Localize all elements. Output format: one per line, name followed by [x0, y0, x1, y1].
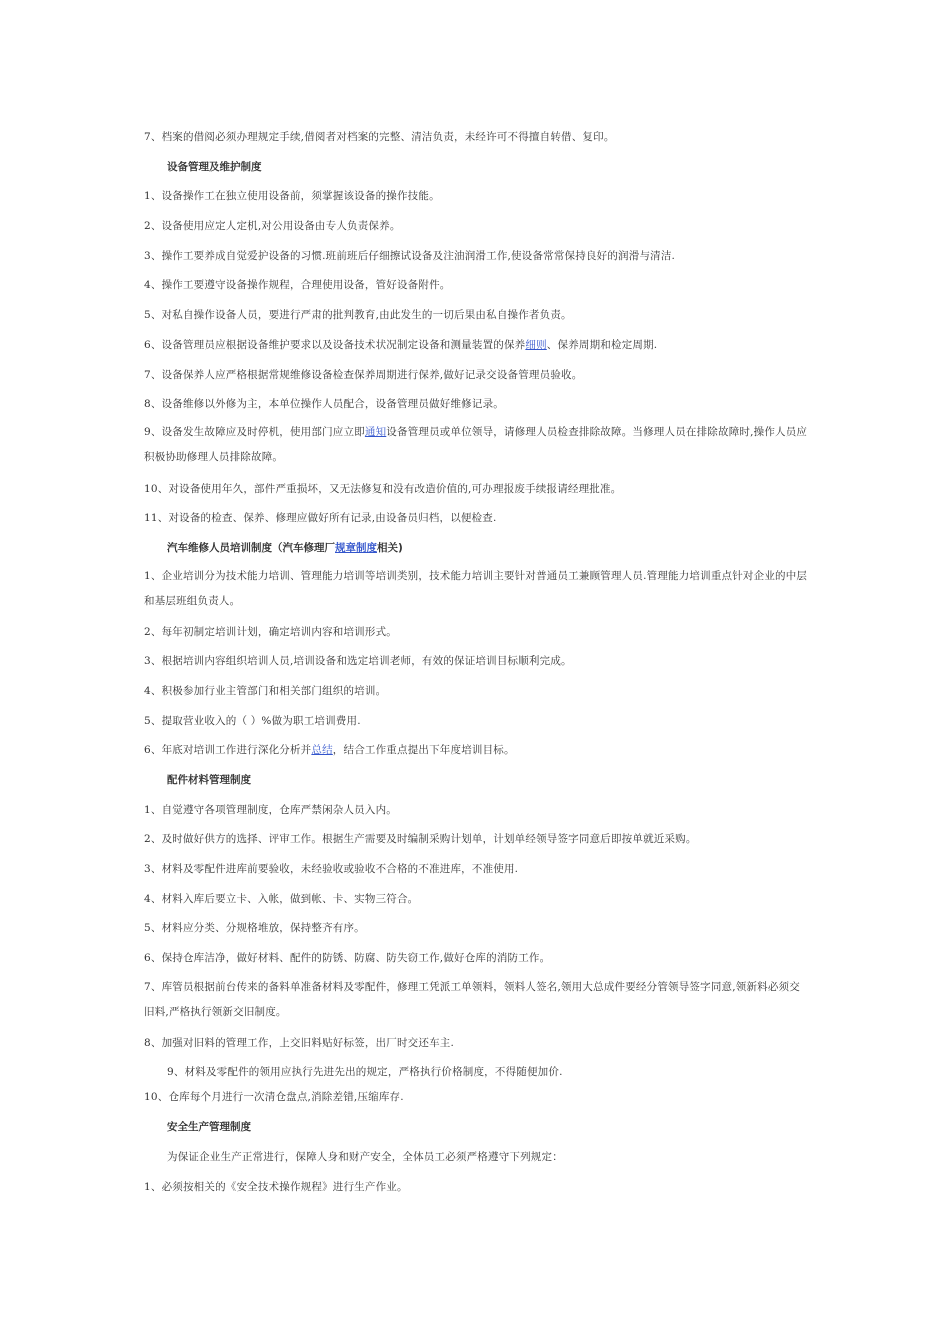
heading-text: 相关): [377, 542, 403, 554]
paragraph: 8、设备维修以外修为主，本单位操作人员配合，设备管理员做好维修记录。: [144, 398, 504, 410]
paragraph: 1、设备操作工在独立使用设备前，须掌握该设备的操作技能。: [144, 190, 440, 202]
section-heading: 配件材料管理制度: [167, 774, 251, 786]
section-heading: [167, 541, 403, 555]
paragraph: 4、积极参加行业主管部门和相关部门组织的培训。: [144, 685, 387, 697]
link-rules[interactable]: 细则: [525, 339, 547, 351]
paragraph: 7、设备保养人应严格根据常规维修设备检查保养周期进行保养,做好记录交设备管理员验收。: [144, 369, 583, 381]
paragraph: [144, 743, 809, 757]
paragraph: 11、对设备的检查、保养、修理应做好所有记录,由设备员归档，以便检查.: [144, 512, 497, 524]
paragraph: 1、必须按相关的《安全技术操作规程》进行生产作业。: [144, 1181, 408, 1193]
paragraph: 5、提取营业收入的（ ）%做为职工培训费用.: [144, 715, 361, 727]
text-run: 、保养周期和检定周期.: [546, 339, 658, 351]
paragraph: 1、自觉遵守各项管理制度，仓库严禁闲杂人员入内。: [144, 804, 397, 816]
paragraph: 9、材料及零配件的领用应执行先进先出的规定，严格执行价格制度，不得随便加价.: [167, 1066, 563, 1078]
text-run: 6、年底对培训工作进行深化分析并: [144, 744, 312, 756]
paragraph: 3、操作工要养成自觉爱护设备的习惯.班前班后仔细擦试设备及注油润滑工作,使设备常常保持良好的润滑与清洁.: [144, 250, 676, 262]
paragraph: 8、加强对旧料的管理工作，上交旧料贴好标签，出厂时交还车主.: [144, 1037, 455, 1049]
paragraph: 4、材料入库后要立卡、入帐，做到帐、卡、实物三符合。: [144, 893, 419, 905]
paragraph: 3、根据培训内容组织培训人员,培训设备和选定培训老师，有效的保证培训目标顺利完成。: [144, 655, 572, 667]
text-run: 6、设备管理员应根据设备维护要求以及设备技术状况制定设备和测量装置的保养: [144, 339, 526, 351]
paragraph: 10、仓库每个月进行一次清仓盘点,消除差错,压缩库存.: [144, 1091, 404, 1103]
paragraph: 3、材料及零配件进库前要验收，未经验收或验收不合格的不准进库，不准使用.: [144, 863, 519, 875]
paragraph: 6、保持仓库洁净，做好材料、配件的防锈、防腐、防失窃工作,做好仓库的消防工作。: [144, 952, 551, 964]
paragraph: 4、操作工要遵守设备操作规程，合理使用设备，管好设备附件。: [144, 279, 451, 291]
paragraph: [144, 420, 809, 470]
paragraph: [144, 338, 809, 352]
link-notice[interactable]: 通知: [364, 426, 387, 438]
paragraph: 1、企业培训分为技术能力培训、管理能力培训等培训类别，技术能力培训主要针对普通员工兼顾管理人员.管理能力培训重点针对企业的中层和基层班组负责人。: [144, 570, 808, 607]
section-heading: 安全生产管理制度: [167, 1121, 251, 1133]
paragraph: 5、对私自操作设备人员，要进行严肃的批判教育,由此发生的一切后果由私自操作者负责。: [144, 309, 572, 321]
text-run: 9、设备发生故障应及时停机，使用部门应立即: [144, 426, 365, 438]
paragraph: 10、对设备使用年久，部件严重损坏，又无法修复和没有改造价值的,可办理报废手续报请经理批准。: [144, 483, 622, 495]
paragraph: 2、及时做好供方的选择、评审工作。根据生产需要及时编制采购计划单，计划单经领导签字同意后即按单就近采购。: [144, 833, 697, 845]
paragraph: 7、档案的借阅必须办理规定手续,借阅者对档案的完整、清洁负责，未经许可不得擅自转借、复印。: [144, 131, 615, 143]
link-regulations[interactable]: 规章制度: [335, 542, 377, 554]
paragraph: 2、每年初制定培训计划，确定培训内容和培训形式。: [144, 626, 397, 638]
text-run: 设备管理员或单位领导，请修理人员检查排除故障。当修理人员在排除故障时,操作人员应积极协助修理人员排除故障。: [144, 426, 808, 463]
text-run: ，结合工作重点提出下年度培训目标。: [332, 744, 515, 756]
link-summary[interactable]: 总结: [311, 744, 333, 756]
paragraph: 5、材料应分类、分规格堆放，保持整齐有序。: [144, 922, 365, 934]
paragraph: 7、库管员根据前台传来的备料单准备材料及零配件，修理工凭派工单领料，领料人签名,领用大总成件要经分管领导签字同意,领新料必须交旧料,严格执行领新交旧制度。: [144, 981, 800, 1018]
heading-text: 汽车维修人员培训制度（汽车修理厂: [167, 542, 335, 554]
section-heading: 设备管理及维护制度: [167, 161, 262, 173]
paragraph: 2、设备使用应定人定机,对公用设备由专人负责保养。: [144, 220, 401, 232]
paragraph: 为保证企业生产正常进行，保障人身和财产安全，全体员工必须严格遵守下列规定：: [167, 1151, 563, 1163]
